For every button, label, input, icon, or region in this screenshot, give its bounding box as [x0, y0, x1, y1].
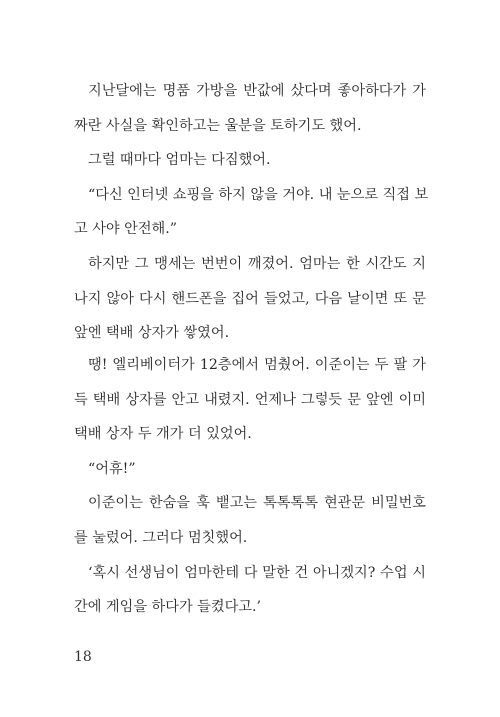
text-line: 나지 않아 다시 핸드폰을 집어 들었고, 다음 날이면 또 문 — [74, 290, 426, 307]
text-line: 간에 게임을 하다가 들켰다고.’ — [74, 599, 262, 616]
text-line: 득 택배 상자를 안고 내렸지. 언제나 그렇듯 문 앞엔 이미 — [74, 391, 426, 408]
text-line: 하지만 그 맹세는 번번이 깨졌어. 엄마는 한 시간도 지 — [88, 255, 426, 272]
text-line: 그럴 때마다 엄마는 다짐했어. — [88, 152, 271, 169]
text-line: 고 사야 안전해.” — [74, 221, 178, 238]
text-line: 지난달에는 명품 가방을 반값에 샀다며 좋아하다가 가 — [88, 83, 426, 99]
text-line: 이준이는 한숨을 훅 뱉고는 톡톡톡톡 현관문 비밀번호 — [88, 495, 426, 512]
text-line: ‘혹시 선생님이 엄마한테 다 말한 건 아니겠지? 수업 시 — [88, 564, 426, 581]
text-line: 앞엔 택배 상자가 쌓였어. — [74, 325, 230, 342]
text-line: 를 눌렀어. 그러다 멈칫했어. — [74, 529, 248, 546]
text-line: 땡! 엘리베이터가 12층에서 멈췄어. 이준이는 두 팔 가 — [88, 357, 426, 373]
text-line: 택배 상자 두 개가 더 있었어. — [74, 426, 252, 443]
text-line: “어휴!” — [88, 460, 136, 477]
text-line: 짜란 사실을 확인하고는 울분을 토하기도 했어. — [74, 117, 362, 134]
text-line: “다신 인터넷 쇼핑을 하지 않을 거야. 내 눈으로 직접 보 — [88, 186, 429, 203]
paragraph-block-1 — [74, 74, 429, 351]
paragraph-block-2 — [74, 348, 426, 625]
page-number: 18 — [74, 649, 92, 665]
